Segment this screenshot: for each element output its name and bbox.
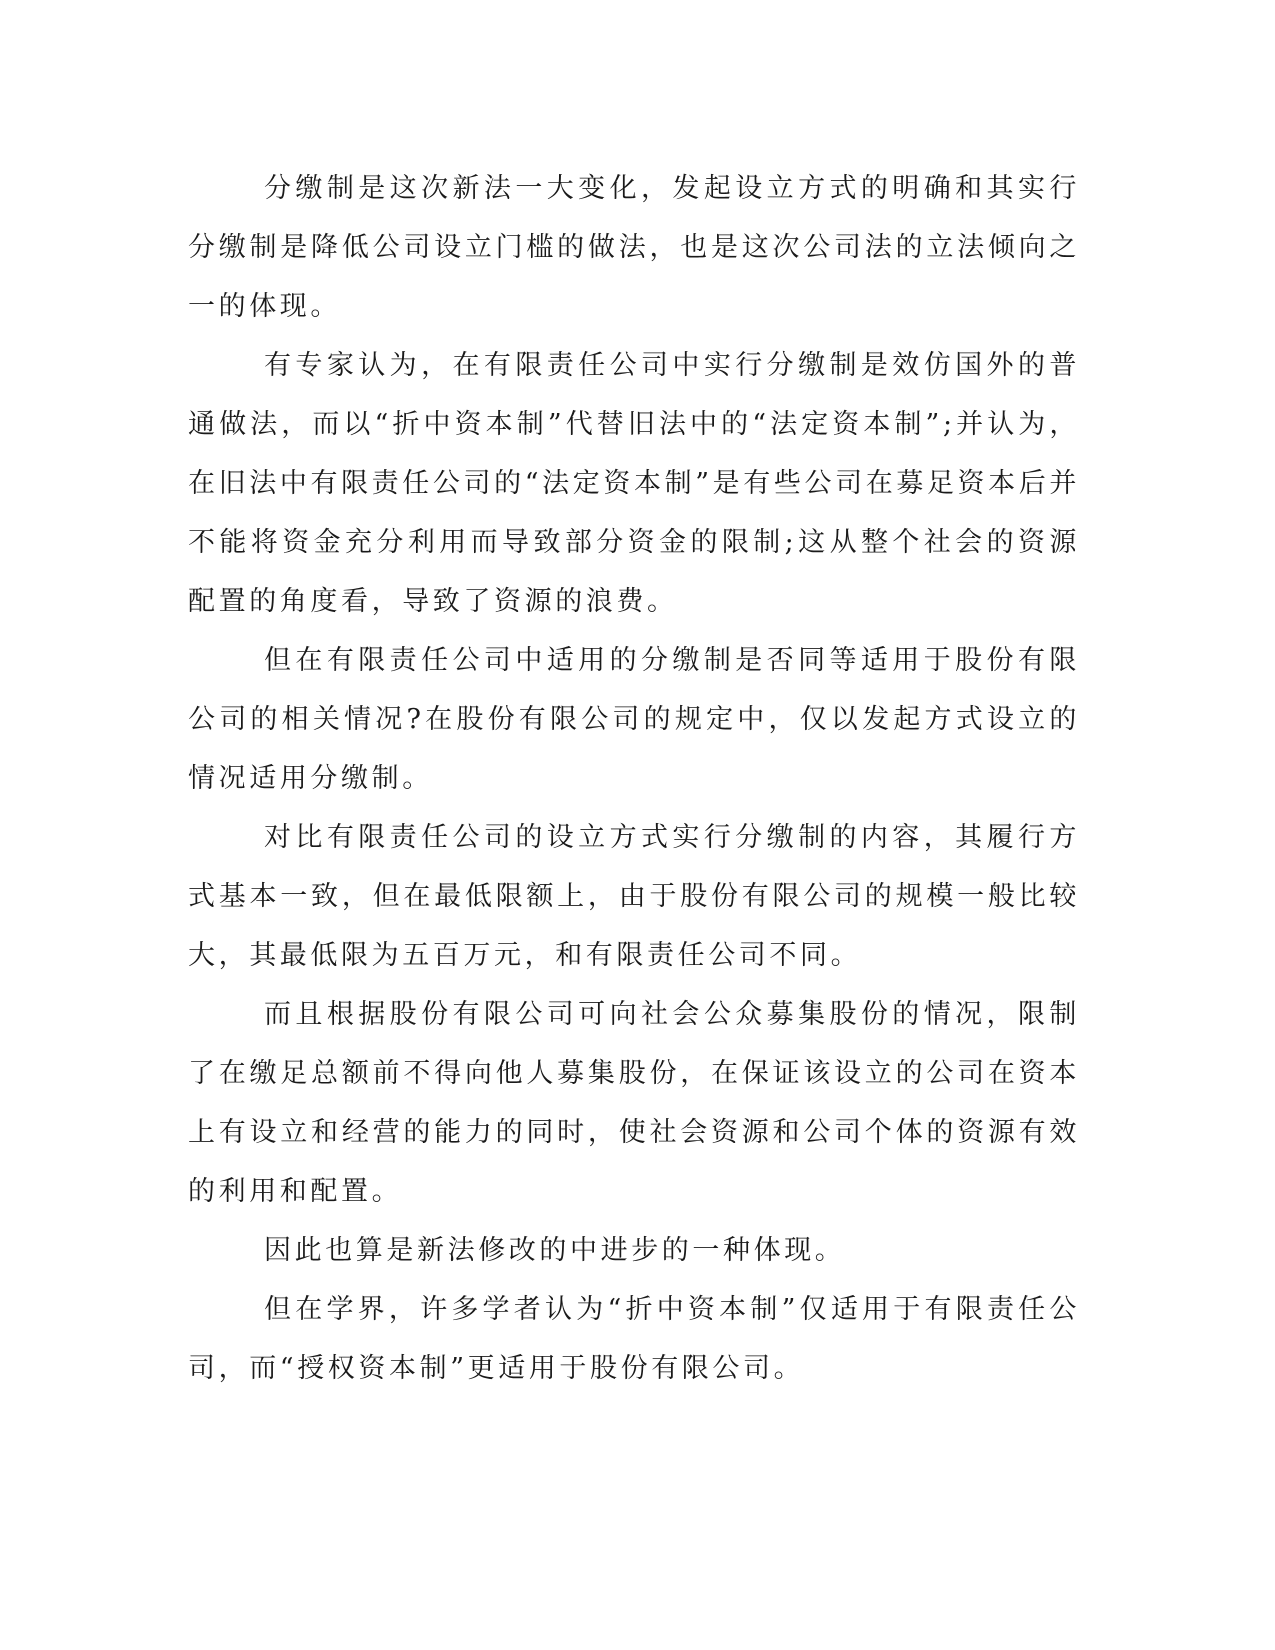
paragraph-7: 但在学界，许多学者认为“折中资本制”仅适用于有限责任公司，而“授权资本制”更适用于股份有限公司。 [188, 1294, 1080, 1384]
paragraph-1: 分缴制是这次新法一大变化，发起设立方式的明确和其实行分缴制是降低公司设立门槛的做法，也是这次公司法的立法倾向之一的体现。 [188, 173, 1080, 322]
paragraph-5: 而且根据股份有限公司可向社会公众募集股份的情况，限制了在缴足总额前不得向他人募集股份，在保证该设立的公司在资本上有设立和经营的能力的同时，使社会资源和公司个体的资源有效的利用和配置。 [188, 999, 1080, 1207]
paragraph-6: 因此也算是新法修改的中进步的一种体现。 [264, 1235, 846, 1266]
paragraph-2: 有专家认为，在有限责任公司中实行分缴制是效仿国外的普通做法，而以“折中资本制”代替旧法中的“法定资本制”;并认为，在旧法中有限责任公司的“法定资本制”是有些公司在募足资本后并不能将资金充分利用而导致部分资金的限制;这从整个社会的资源配置的角度看，导致了资源的浪费。 [188, 350, 1080, 617]
paragraph-4: 对比有限责任公司的设立方式实行分缴制的内容，其履行方式基本一致，但在最低限额上，由于股份有限公司的规模一般比较大，其最低限为五百万元，和有限责任公司不同。 [188, 822, 1080, 971]
document-body [188, 159, 1080, 1398]
paragraph-3: 但在有限责任公司中适用的分缴制是否同等适用于股份有限公司的相关情况?在股份有限公司的规定中，仅以发起方式设立的情况适用分缴制。 [188, 645, 1080, 794]
